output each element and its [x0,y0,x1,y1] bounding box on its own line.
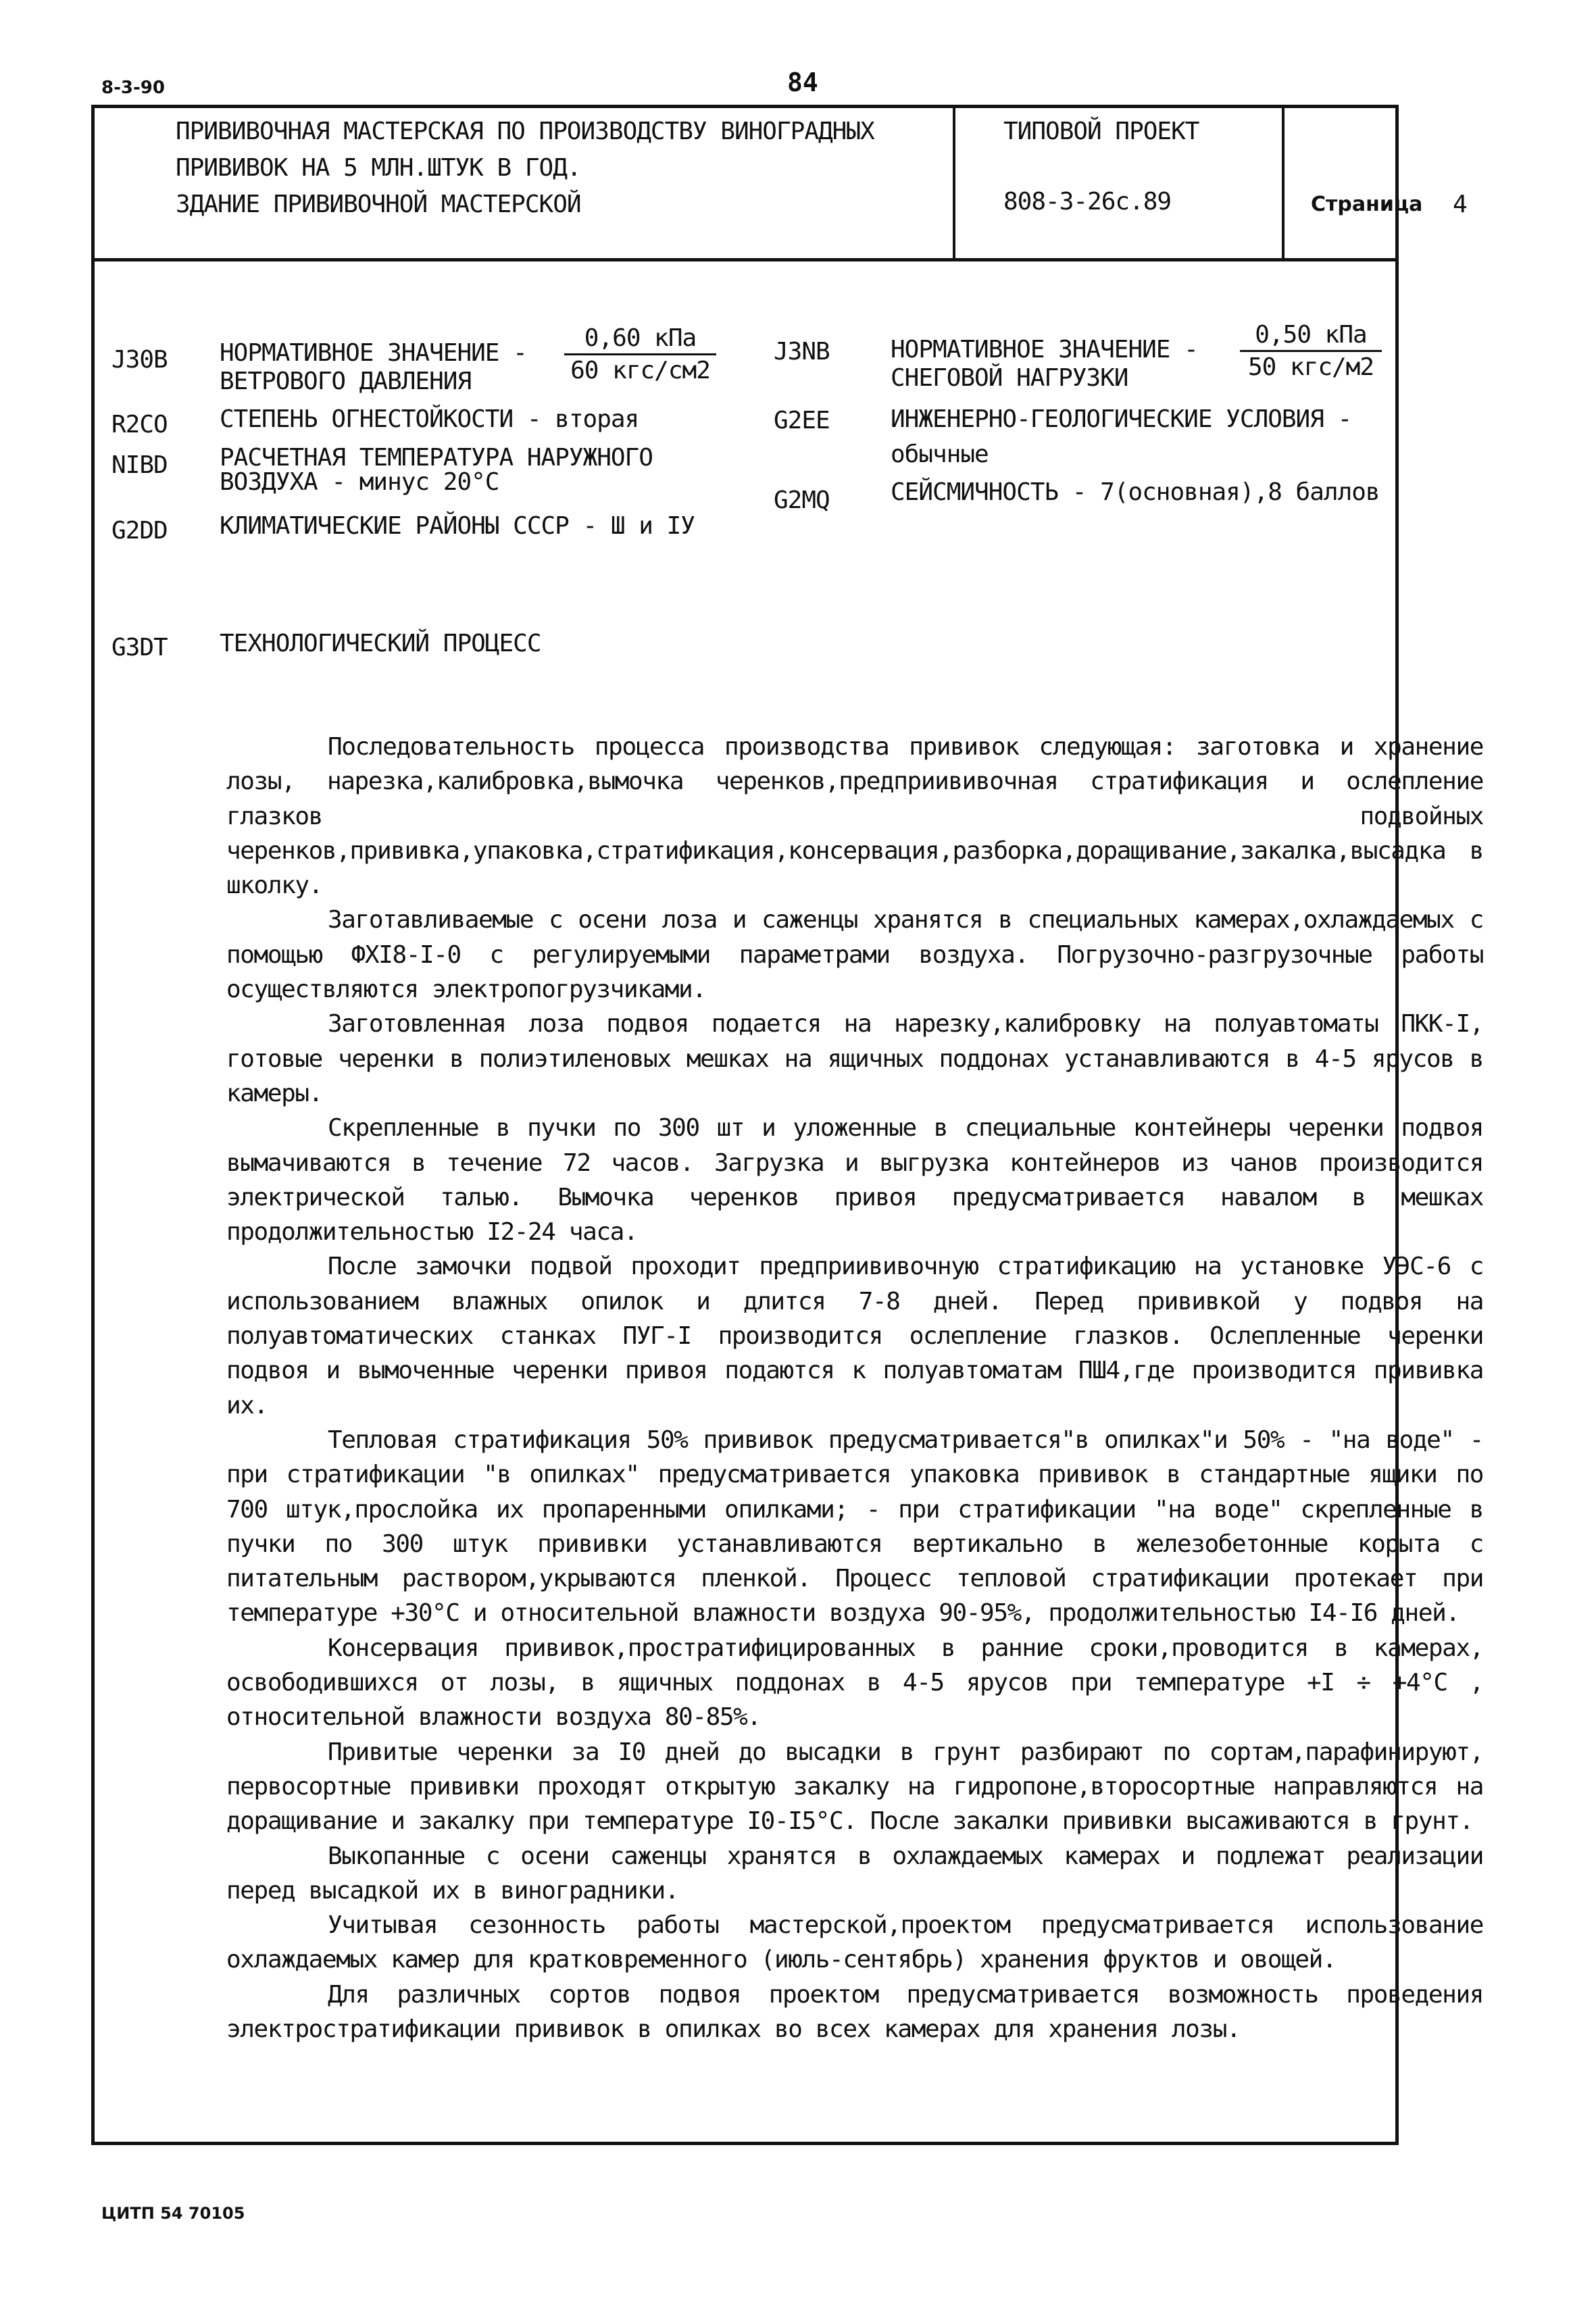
seismic-code: G2MQ [774,486,830,514]
fire-label: СТЕПЕНЬ ОГНЕСТОЙКОСТИ - вторая [220,405,639,433]
body-text [226,730,1483,2046]
wind-denominator: 60 кгс/см2 [570,357,710,384]
snow-label: НОРМАТИВНОЕ ЗНАЧЕНИЕ - СНЕГОВОЙ НАГРУЗКИ [891,336,1198,392]
paragraph-9: Выкопанные с осени саженцы хранятся в охлаждаемых камерах и подлежат реализации перед высадкой их в виноградники. [226,1842,1483,1905]
title-line-1: ПРИВИВОЧНАЯ МАСТЕРСКАЯ ПО ПРОИЗВОДСТВУ ВИНОГРАДНЫХ [176,118,874,145]
paragraph-10: Учитывая сезонность работы мастерской,проектом предусматривается использование охлаждаемых камер для кратковременного (июль-сентябрь) хранения фруктов и овощей. [226,1911,1483,1974]
wind-numerator: 0,60 кПа [564,324,716,355]
paragraph-11: Для различных сортов подвоя проектом предусматривается возможность проведения электростратификации прививок в опилках во всех камерах для хранения лозы. [226,1980,1483,2043]
doc-code: 8-3-90 [101,78,165,98]
title-line-2: ПРИВИВОК НА 5 МЛН.ШТУК В ГОД. [176,154,581,182]
fire-code: R2CO [111,411,168,438]
temp-code: NIBD [111,451,168,479]
paragraph-7: Консервация прививок,простратифицированных в ранние сроки,проводится в камерах, освободившихся от лозы, в ящичных поддонах в 4-5 ярусов при температуре +I ÷ +4°С , относительной влажности воздуха 80-85%. [226,1634,1483,1732]
title-divider-2 [1282,108,1285,258]
snow-numerator: 0,50 кПа [1240,321,1382,352]
title-divider-1 [953,108,955,258]
paragraph-4: Скрепленные в пучки по 300 шт и уложенные в специальные контейнеры черенки подвоя вымачиваются в течение 72 часов. Загрузка и выгрузка контейнеров из чанов производится электрической талью. Вымочка черенков привоя предусматривается навалом в мешках продолжительностью I2-24 часа. [226,1114,1483,1247]
paragraph-1: Последовательность процесса производства прививок следующая: заготовка и хранение лозы, нарезка,калибровка,вымочка черенков,предприививочная стратификация и ослепление глазков подвойных черенков,прививка,упаковка,стратификация,консервация,разборка,доращивание,закалка,высадка в школку. [226,733,1483,900]
wind-code: J30B [111,346,168,374]
temp-label: РАСЧЕТНАЯ ТЕМПЕРАТУРА НАРУЖНОГО ВОЗДУХА - минус 20°С [220,444,653,496]
footer-code: ЦИТП 54 70105 [101,2204,245,2223]
section-title: ТЕХНОЛОГИЧЕСКИЙ ПРОЦЕСС [220,630,541,657]
section-code: G3DT [111,634,168,661]
paragraph-3: Заготовленная лоза подвоя подается на нарезку,калибровку на полуавтоматы ПКК-I, готовые черенки в полиэтиленовых мешках на ящичных поддонах устанавливаются в 4-5 ярусов в камеры. [226,1010,1483,1107]
paragraph-8: Привитые черенки за I0 дней до высадки в грунт разбирают по сортам,парафинируют, первосортные прививки проходят открытую закалку на гидропоне,второсортные направляются на доращивание и закалку при температуре I0-I5°С. После закалки прививки высаживаются в грунт. [226,1738,1483,1836]
title-block [95,108,1468,261]
paragraph-6: Тепловая стратификация 50% прививок предусматривается"в опилках"и 50% - "на воде" - при стратификации "в опилках" предусматривается упаковка прививок в стандартные ящики по 700 штук,прослойка их пропаренными опилками; - при стратификации "на воде" скрепленные в пучки по 300 штук прививки устанавливаются вертикально в железобетонные корыта с питательным раствором,укрываются пленкой. Процесс тепловой стратификации протекает при температуре +30°С и относительной влажности воздуха 90-95%, продолжительностью I4-I6 дней. [226,1426,1483,1628]
sheet-label: Страница [1311,193,1423,216]
climate-code: G2DD [111,517,168,545]
snow-denominator: 50 кгс/м2 [1247,353,1374,381]
paragraph-5: После замочки подвой проходит предприививочную стратификацию на установке УЭС-6 с использованием влажных опилок и длится 7-8 дней. Перед прививкой у подвоя на полуавтоматических станках ПУГ-I производится ослепление глазков. Ослепленные черенки подвоя и вымоченные черенки привоя подаются к полуавтоматам ПШ4,где производится прививка их. [226,1253,1483,1419]
wind-label: НОРМАТИВНОЕ ЗНАЧЕНИЕ - ВЕТРОВОГО ДАВЛЕНИЯ [220,339,527,395]
climate-label: КЛИМАТИЧЕСКИЕ РАЙОНЫ СССР - Ш и IУ [220,512,695,540]
project-code: 808-3-26с.89 [1003,188,1172,216]
snow-value [1240,321,1382,381]
sheet-number: 4 [1453,191,1468,218]
snow-code: J3NB [774,338,830,366]
title-line-3: ЗДАНИЕ ПРИВИВОЧНОЙ МАСТЕРСКОЙ [176,191,581,218]
project-label: ТИПОВОЙ ПРОЕКТ [1003,118,1199,145]
page-number: 84 [787,68,818,97]
title-text [176,114,946,223]
geo-label: ИНЖЕНЕРНО-ГЕОЛОГИЧЕСКИЕ УСЛОВИЯ - обычные [891,405,1352,468]
seismic-label: СЕЙСМИЧНОСТЬ - 7(основная),8 баллов [891,478,1380,506]
paragraph-2: Заготавливаемые с осени лоза и саженцы хранятся в специальных камерах,охлаждаемых с помощью ФХI8-I-0 с регулируемыми параметрами воздуха. Погрузочно-разгрузочные работы осуществляются электропогрузчиками. [226,906,1483,1004]
geo-code: G2EE [774,407,830,434]
wind-value [564,324,716,384]
